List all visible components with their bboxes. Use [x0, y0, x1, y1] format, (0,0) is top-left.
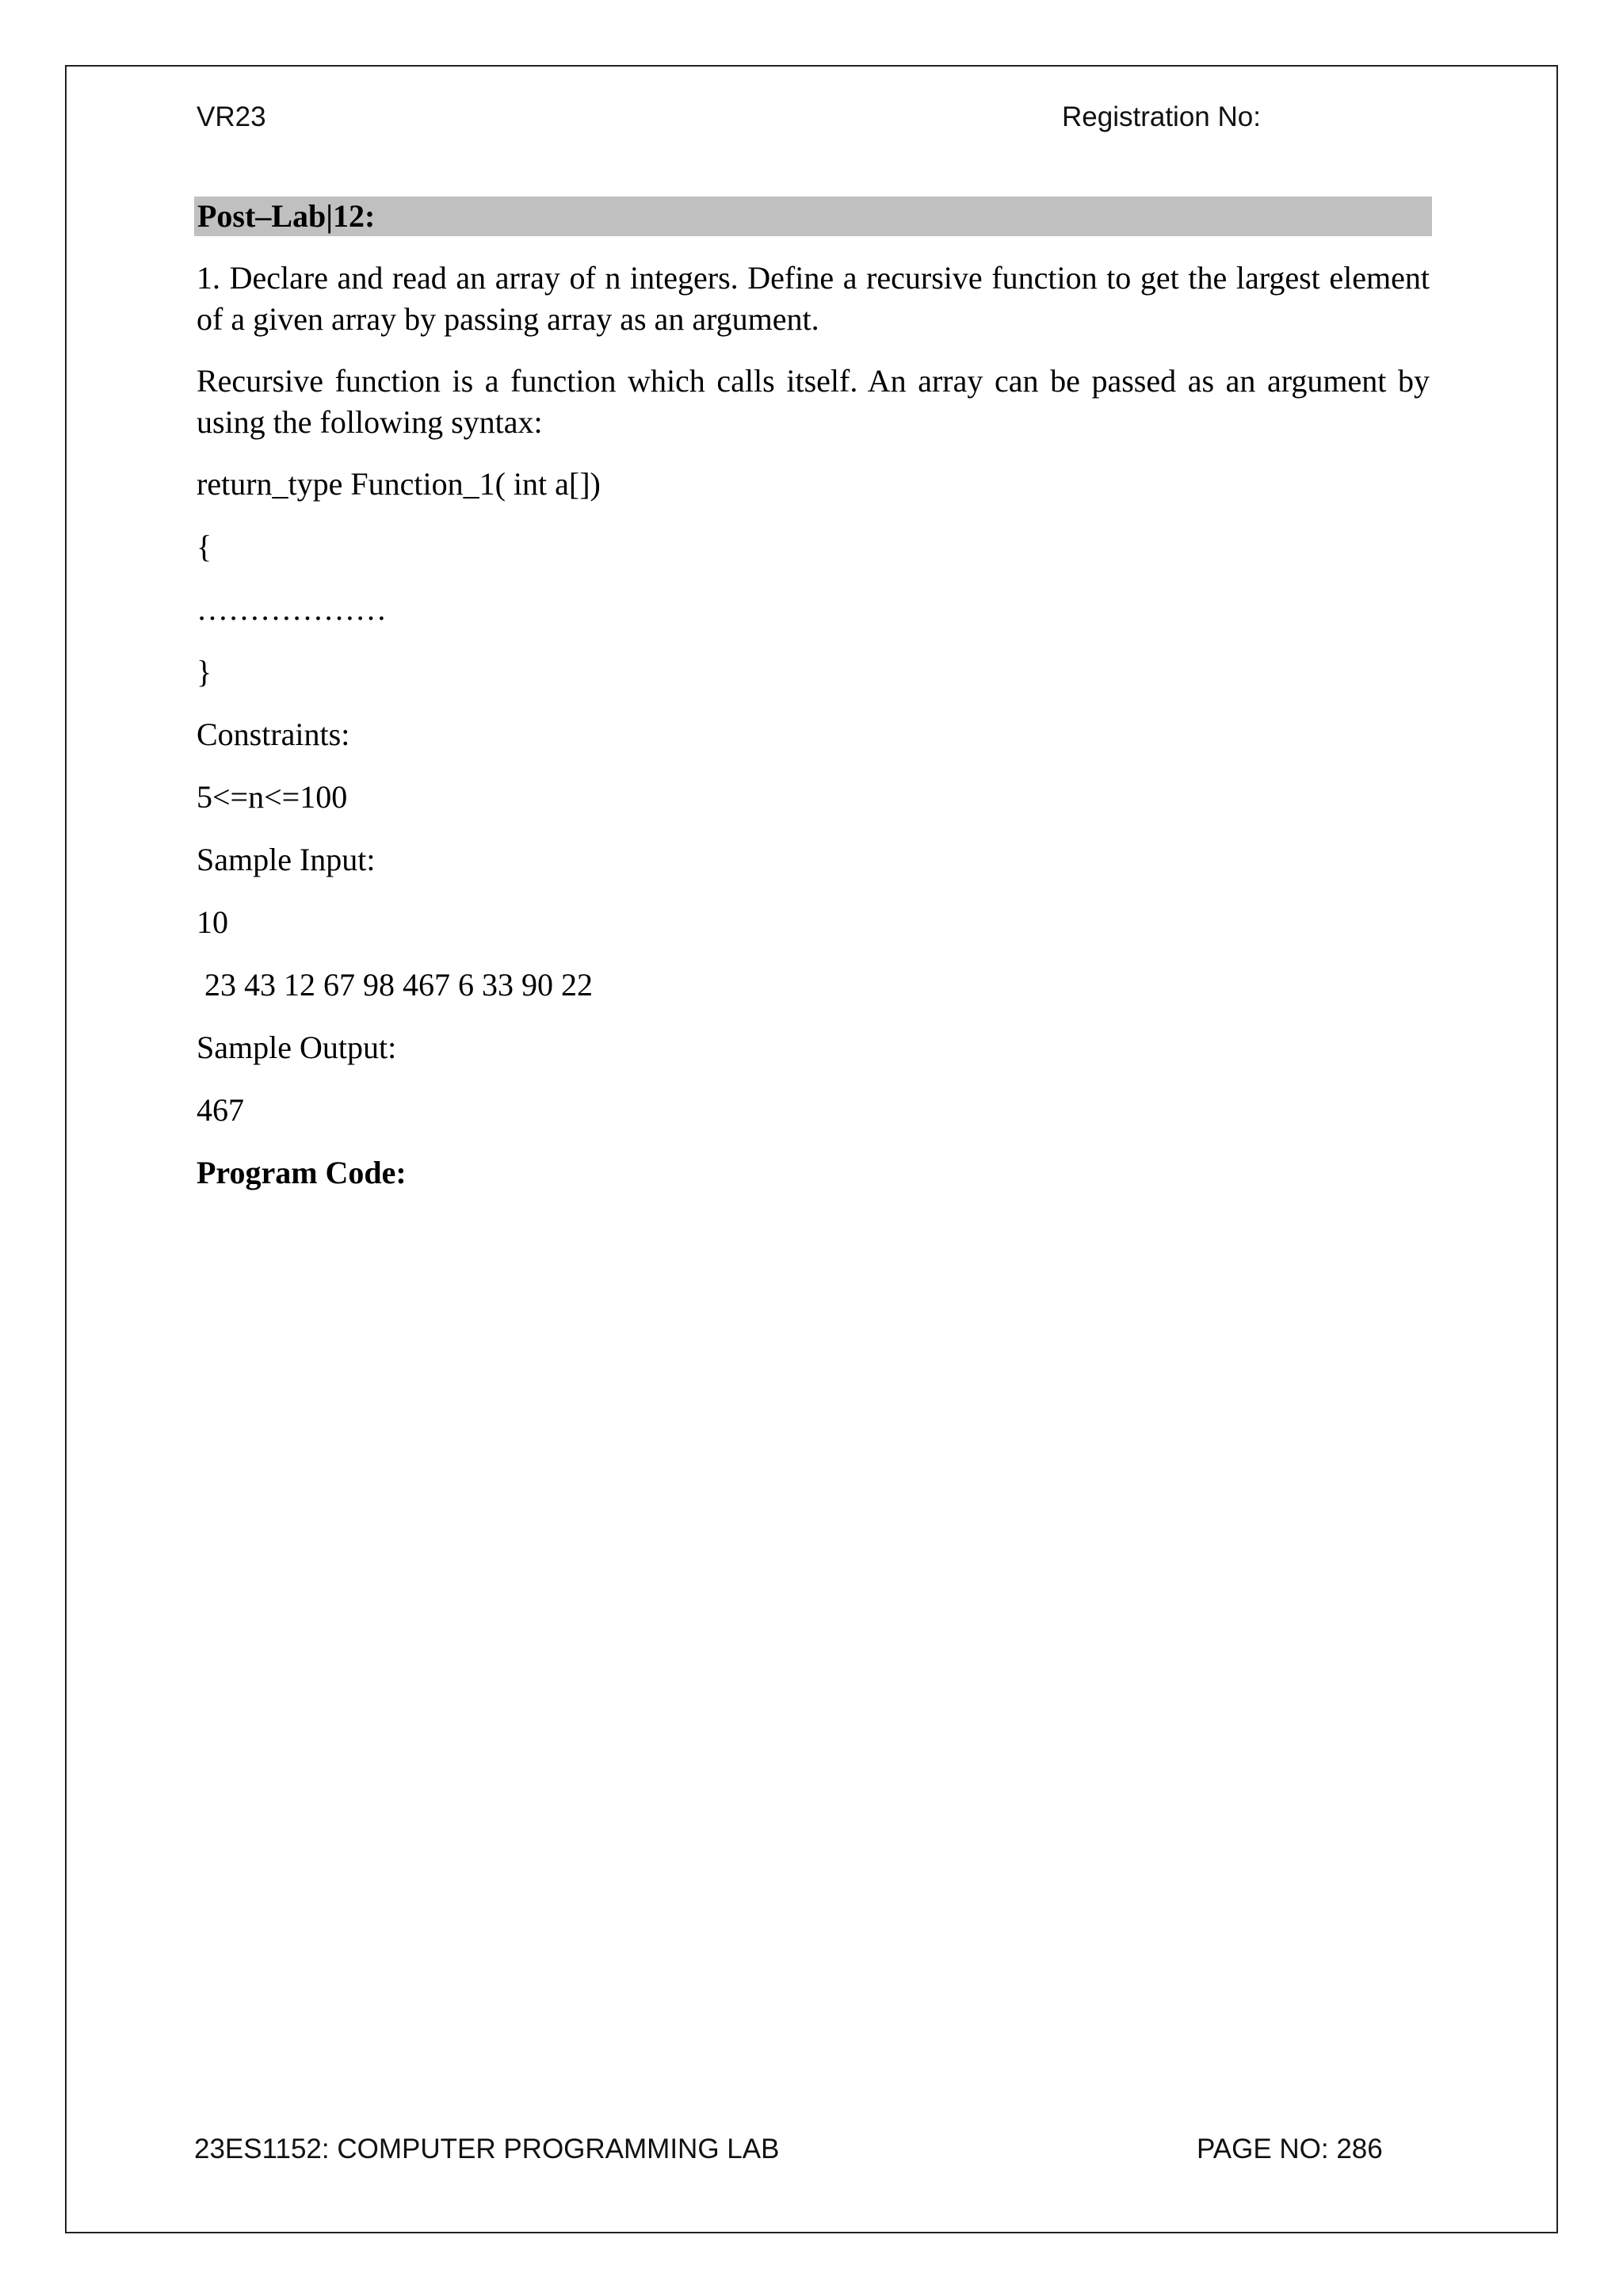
sample-output-label: Sample Output:: [197, 1030, 397, 1065]
document-body: [197, 258, 1430, 1215]
footer-course-title: 23ES1152: COMPUTER PROGRAMMING LAB: [194, 2134, 780, 2164]
sample-output-value: 467: [197, 1092, 244, 1128]
section-title-bar: Post–Lab|12:: [194, 197, 1432, 236]
sample-input-label: Sample Input:: [197, 842, 376, 877]
explanation-text: Recursive function is a function which calls itself. An array can be passed as an argument by using the following syntax:: [197, 363, 1430, 440]
syntax-line: return_type Function_1( int a[]): [197, 466, 601, 502]
brace-close: }: [197, 654, 212, 690]
brace-open: {: [197, 529, 212, 564]
sample-input-values: 23 43 12 67 98 467 6 33 90 22: [197, 967, 593, 1003]
constraints-value: 5<=n<=100: [197, 779, 348, 815]
header-registration-label: Registration No:: [1062, 101, 1261, 132]
sample-input-n: 10: [197, 904, 228, 940]
question-text: 1. Declare and read an array of n integers. Define a recursive function to get the largest element of a given array by passing array as an argument.: [197, 260, 1430, 337]
header-course-code: VR23: [197, 101, 266, 132]
program-code-label: Program Code:: [197, 1155, 407, 1190]
footer-page-number: PAGE NO: 286: [1197, 2134, 1383, 2164]
constraints-label: Constraints:: [197, 716, 350, 752]
code-ellipsis: ………………: [197, 591, 387, 627]
